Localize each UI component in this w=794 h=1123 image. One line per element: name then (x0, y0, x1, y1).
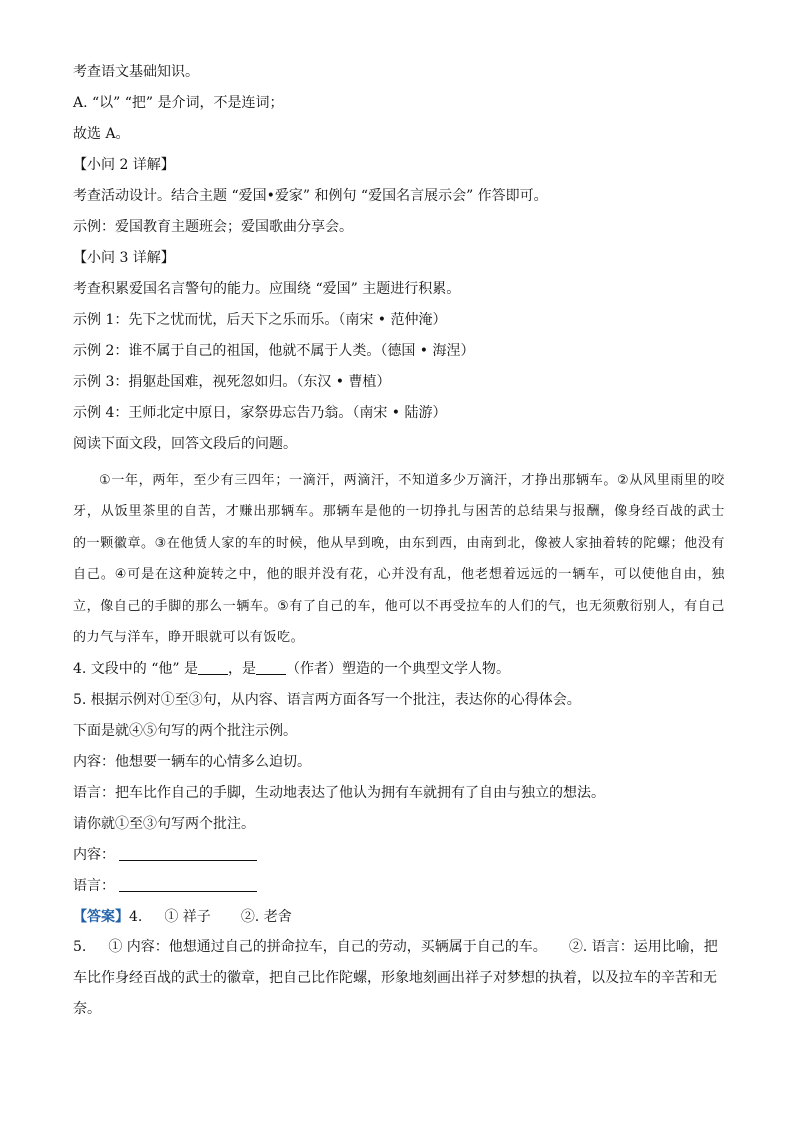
answer-blank[interactable] (198, 660, 228, 675)
answer-tag: 【答案】 (73, 909, 129, 925)
reading-passage: ①一年，两年，至少有三四年；一滴汗，两滴汗，不知道多少万滴汗，才挣出那辆车。②从风里雨里的咬牙，从饭里茶里的自苦，才赚出那辆车。那辆车是他的一切挣扎与困苦的总结果与报酬，像身经百战的武士的一颗徽章。③在他赁人家的车的时候，他从早到晚，由东到西，由南到北，像被人家抽着转的陀螺；他没有自己。④可是在这种旋转之中，他的眼并没有花，心并没有乱，他老想着远远的一辆车，可以使他自由，独立，像自己的手脚的那么一辆车。⑤有了自己的车，他可以不再受拉车的人们的气，也无须敷衍别人，有自己的力气与洋车，睁开眼就可以有饭吃。 (73, 473, 725, 646)
question-4 (73, 659, 510, 679)
answer-item: ① 祥子 (164, 909, 211, 925)
language-fill-line (73, 876, 257, 896)
answer-number: 5. (73, 939, 87, 955)
question-4-part-a: 4. 文段中的 “他” 是 (73, 661, 199, 677)
text-line: 考查活动设计。结合主题 “爱国•爱家” 和例句 “爱国名言展示会” 作答即可。 (73, 188, 548, 204)
task-prompt: 请你就①至③句写两个批注。 (73, 816, 255, 832)
section-heading: 【小问 3 详解】 (73, 250, 175, 266)
question-4-part-b: ，是 (228, 661, 257, 677)
question-5: 5. 根据示例对①至③句，从内容、语言两方面各写一个批注，表达你的心得体会。 (73, 692, 581, 708)
text-line: 示例：爱国教育主题班会；爱国歌曲分享会。 (73, 219, 353, 235)
example-content: 内容：他想要一辆车的心情多么迫切。 (73, 754, 311, 770)
text-line: 阅读下面文段，回答文段后的问题。 (73, 436, 297, 452)
content-label: 内容： (73, 847, 115, 863)
language-answer-blank[interactable] (119, 877, 257, 892)
example-language: 语言：把车比作自己的手脚，生动地表达了他认为拥有车就拥有了自由与独立的想法。 (73, 785, 605, 801)
answer-item: ① 内容：他想通过自己的拼命拉车，自己的劳动，买辆属于自己的车。 (108, 939, 547, 955)
content-fill-line (73, 845, 257, 865)
content-answer-blank[interactable] (119, 846, 257, 861)
answer-line-4 (73, 907, 292, 927)
text-line: 示例 2：谁不属于自己的祖国，他就不属于人类。（德国 • 海涅） (73, 343, 475, 359)
text-line: 示例 1：先下之忧而忧，后天下之乐而乐。（南宋 • 范仲淹） (73, 312, 447, 328)
answer-blank[interactable] (256, 660, 286, 675)
text-line: 示例 3：捐躯赴国难，视死忽如归。（东汉 • 曹植） (73, 374, 391, 390)
text-line: 故选 A。 (73, 126, 130, 142)
text-line: A. “以” “把” 是介词，不是连词； (73, 95, 284, 111)
text-line: 考查积累爱国名言警句的能力。应围绕 “爱国” 主题进行积累。 (73, 281, 461, 297)
answer-paragraph-5 (73, 932, 727, 1025)
example-intro: 下面是就④⑤句写的两个批注示例。 (73, 723, 297, 739)
answer-number: 4. (129, 909, 143, 925)
question-4-part-c: （作者）塑造的一个典型文学人物。 (286, 661, 511, 677)
answer-item: ②. 老舍 (240, 909, 292, 925)
text-line: 考查语文基础知识。 (73, 64, 199, 80)
language-label: 语言： (73, 878, 115, 894)
section-heading: 【小问 2 详解】 (73, 157, 175, 173)
text-line: 示例 4：王师北定中原日，家祭毋忘告乃翁。（南宋 • 陆游） (73, 405, 447, 421)
answer-continuation: 把车比作身经百战的武士的徽章，把自己比作陀螺，形象地刻画出祥子对梦想的执着，以及拉车的辛苦和无奈。 (73, 939, 718, 1017)
answer-item: ②. 语言：运用比喻， (568, 939, 704, 955)
